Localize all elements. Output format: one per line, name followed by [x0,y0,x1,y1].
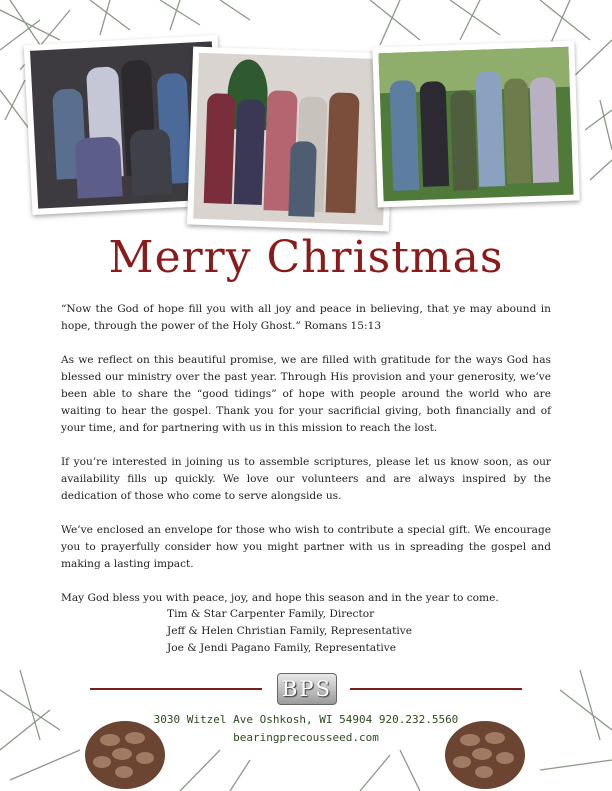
page-title: Merry Christmas [108,232,504,283]
footer-address: 3030 Witzel Ave Oshkosh, WI 54904 920.232.5560 [153,713,459,726]
letter-body [61,301,551,624]
signature-line: Jeff & Helen Christian Family, Representative [167,625,412,637]
signature-line: Joe & Jendi Pagano Family, Representative [167,642,397,654]
volunteer-paragraph: If you’re interested in joining us to assemble scriptures, please let us know soon, as our availability fills up quickly. We love our volunteers and are always inspired by the dedication of those who come to serve alongside us. [61,456,551,502]
footer-rule-left [90,688,262,690]
signature-line: Tim & Star Carpenter Family, Director [167,608,375,620]
bps-logo: BPS [277,673,337,705]
gift-paragraph: We’ve enclosed an envelope for those who wish to contribute a special gift. We encourage you to prayerfully consider how you might partner with us in spreading the gospel and making a lasting impact. [61,524,551,570]
signatures [167,606,412,657]
gratitude-paragraph: As we reflect on this beautiful promise, we are filled with gratitude for the ways God has blessed our ministry over the past year. Through His provision and your generosity, we’ve been able to share the “good tidings” of hope with people around the world who are waiting to hear the gospel. Thank you for your sacrificial giving, both financially and of your time, and for partnering with us in this mission to reach the lost. [61,354,551,434]
scripture-paragraph: “Now the God of hope fill you with all joy and peace in believing, that ye may abound in hope, through the power of the Holy Ghost.” Romans 15:13 [61,303,551,332]
family-photo-center [187,47,395,232]
family-photo-right [372,41,579,208]
footer-rule-right [350,688,522,690]
footer-website[interactable]: bearingprecousseed.com [233,731,379,744]
blessing-paragraph: May God bless you with peace, joy, and hope this season and in the year to come. [61,592,499,604]
